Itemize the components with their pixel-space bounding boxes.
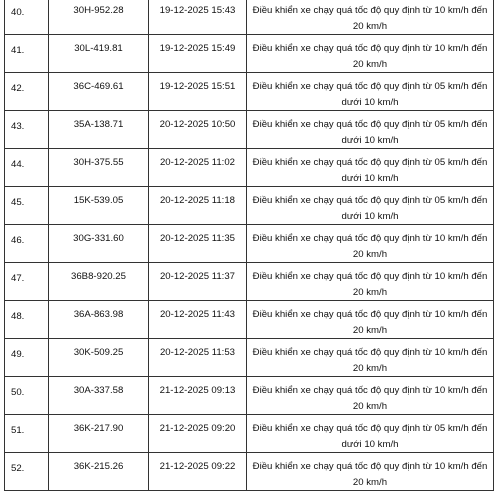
row-number: 40. — [5, 0, 49, 35]
table-row — [5, 339, 494, 377]
table-row — [5, 111, 494, 149]
violation-description: Điều khiển xe chạy quá tốc độ quy định từ 05 km/h đến dưới 10 km/h — [247, 187, 494, 225]
violation-time: 20-12-2025 11:35 — [149, 225, 247, 263]
violation-description: Điều khiển xe chạy quá tốc độ quy định từ 10 km/h đến 20 km/h — [247, 35, 494, 73]
row-number: 51. — [5, 415, 49, 453]
violation-description: Điều khiển xe chạy quá tốc độ quy định từ 10 km/h đến 20 km/h — [247, 339, 494, 377]
table-row — [5, 149, 494, 187]
violation-time: 19-12-2025 15:49 — [149, 35, 247, 73]
violation-time: 21-12-2025 09:22 — [149, 453, 247, 491]
row-number: 45. — [5, 187, 49, 225]
license-plate: 15K-539.05 — [49, 187, 149, 225]
violation-description: Điều khiển xe chạy quá tốc độ quy định từ 05 km/h đến dưới 10 km/h — [247, 149, 494, 187]
violation-time: 19-12-2025 15:43 — [149, 0, 247, 35]
row-number: 46. — [5, 225, 49, 263]
violation-time: 20-12-2025 10:50 — [149, 111, 247, 149]
row-number: 50. — [5, 377, 49, 415]
table-row — [5, 377, 494, 415]
violation-time: 20-12-2025 11:37 — [149, 263, 247, 301]
row-number: 41. — [5, 35, 49, 73]
violation-description: Điều khiển xe chạy quá tốc độ quy định từ 10 km/h đến 20 km/h — [247, 225, 494, 263]
violation-time: 19-12-2025 15:51 — [149, 73, 247, 111]
row-number: 47. — [5, 263, 49, 301]
row-number: 49. — [5, 339, 49, 377]
table-row — [5, 225, 494, 263]
license-plate: 30K-509.25 — [49, 339, 149, 377]
license-plate: 30L-419.81 — [49, 35, 149, 73]
violation-description: Điều khiển xe chạy quá tốc độ quy định từ 10 km/h đến 20 km/h — [247, 0, 494, 35]
table-row — [5, 35, 494, 73]
violation-description: Điều khiển xe chạy quá tốc độ quy định từ 10 km/h đến 20 km/h — [247, 263, 494, 301]
row-number: 42. — [5, 73, 49, 111]
license-plate: 36K-215.26 — [49, 453, 149, 491]
license-plate: 36B8-920.25 — [49, 263, 149, 301]
table-row — [5, 415, 494, 453]
violation-table — [4, 0, 494, 491]
license-plate: 36K-217.90 — [49, 415, 149, 453]
table-row — [5, 187, 494, 225]
violation-description: Điều khiển xe chạy quá tốc độ quy định từ 05 km/h đến dưới 10 km/h — [247, 73, 494, 111]
row-number: 44. — [5, 149, 49, 187]
violation-time: 20-12-2025 11:53 — [149, 339, 247, 377]
license-plate: 36C-469.61 — [49, 73, 149, 111]
violation-table-body — [5, 0, 494, 491]
violation-description: Điều khiển xe chạy quá tốc độ quy định từ 10 km/h đến 20 km/h — [247, 301, 494, 339]
violation-description: Điều khiển xe chạy quá tốc độ quy định từ 05 km/h đến dưới 10 km/h — [247, 415, 494, 453]
violation-description: Điều khiển xe chạy quá tốc độ quy định từ 10 km/h đến 20 km/h — [247, 453, 494, 491]
table-row — [5, 301, 494, 339]
violation-time: 20-12-2025 11:18 — [149, 187, 247, 225]
license-plate: 30G-331.60 — [49, 225, 149, 263]
violation-time: 21-12-2025 09:20 — [149, 415, 247, 453]
violation-time: 20-12-2025 11:43 — [149, 301, 247, 339]
violation-description: Điều khiển xe chạy quá tốc độ quy định từ 10 km/h đến 20 km/h — [247, 377, 494, 415]
license-plate: 30H-952.28 — [49, 0, 149, 35]
license-plate: 35A-138.71 — [49, 111, 149, 149]
license-plate: 30A-337.58 — [49, 377, 149, 415]
table-row — [5, 263, 494, 301]
table-row — [5, 0, 494, 35]
row-number: 48. — [5, 301, 49, 339]
violation-description: Điều khiển xe chạy quá tốc độ quy định từ 05 km/h đến dưới 10 km/h — [247, 111, 494, 149]
violation-time: 21-12-2025 09:13 — [149, 377, 247, 415]
row-number: 43. — [5, 111, 49, 149]
table-row — [5, 73, 494, 111]
row-number: 52. — [5, 453, 49, 491]
license-plate: 36A-863.98 — [49, 301, 149, 339]
license-plate: 30H-375.55 — [49, 149, 149, 187]
table-row — [5, 453, 494, 491]
violation-time: 20-12-2025 11:02 — [149, 149, 247, 187]
